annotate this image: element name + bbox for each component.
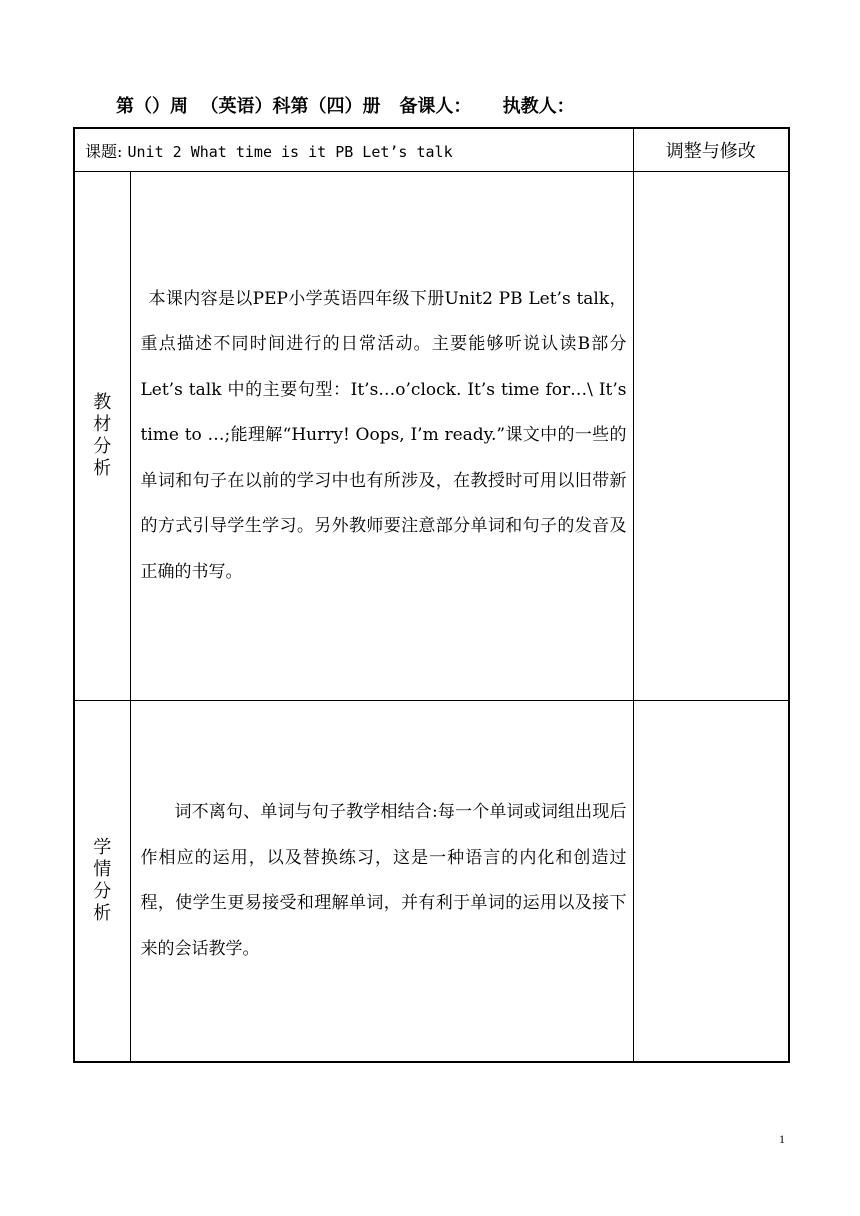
- subject-title: Unit 2 What time is it PB Let’s talk: [127, 142, 453, 161]
- lesson-plan-table: [73, 127, 790, 1063]
- textbook-analysis-label-cell: [74, 172, 130, 701]
- page-number: 1: [779, 1132, 785, 1146]
- subject-cell: [74, 128, 633, 172]
- student-analysis-adjust-cell: [633, 701, 789, 1063]
- textbook-analysis-row: [74, 172, 789, 701]
- textbook-analysis-label: 教材分析: [93, 392, 112, 479]
- subject-prefix: 课题:: [85, 141, 123, 161]
- subject-row: [74, 128, 789, 172]
- textbook-analysis-text: 本课内容是以PEP小学英语四年级下册Unit2 PB Let’s talk，重点描述不同时间进行的日常活动。主要能够听说认读B部分Let’s talk 中的主要句型：It’s…o’clock. It’s time for…\ It’s time to …;能理解“Hurry! Oops, I’m ready.”课文中的一些的单词和句子在以前的学习中也有所涉及，在教授时可用以旧带新的方式引导学生学习。另外教师要注意部分单词和句子的发音及正确的书写。: [140, 288, 627, 582]
- document-header: 第（）周 （英语）科第（四）册 备课人： 执教人：: [116, 96, 575, 117]
- adjust-heading: 调整与修改: [633, 128, 789, 172]
- student-analysis-text: 词不离句、单词与句子教学相结合:每一个单词或词组出现后作相应的运用，以及替换练习，这是一种语言的内化和创造过程，使学生更易接受和理解单词，并有利于单词的运用以及接下来的会话教学。: [140, 802, 627, 959]
- student-analysis-label: 学情分析: [93, 837, 112, 924]
- student-analysis-content-cell: [130, 701, 633, 1063]
- student-analysis-row: [74, 701, 789, 1063]
- textbook-analysis-content-cell: [130, 172, 633, 701]
- student-analysis-label-cell: [74, 701, 130, 1063]
- textbook-analysis-adjust-cell: [633, 172, 789, 701]
